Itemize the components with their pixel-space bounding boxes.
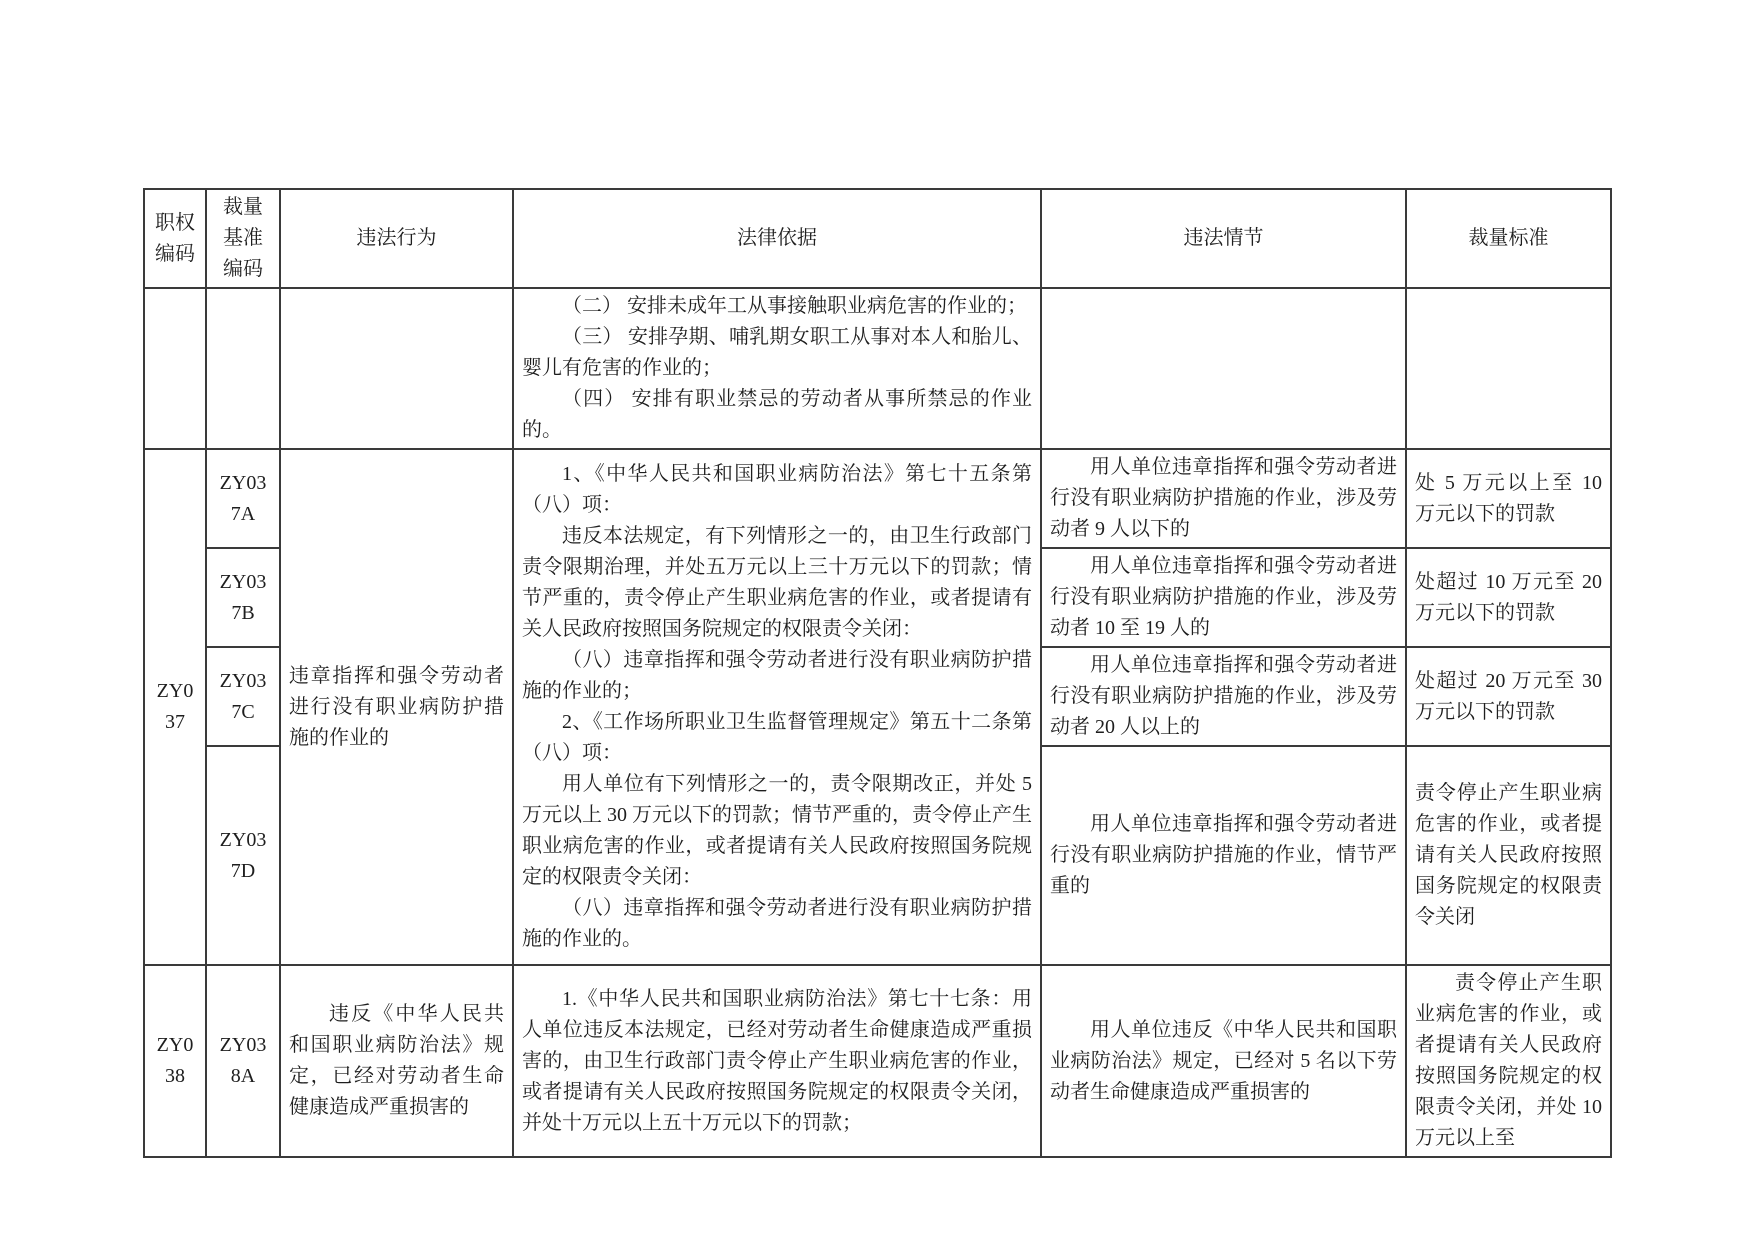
cell-behavior-zy037 — [280, 449, 513, 965]
legal-item-2: （二） 安排未成年工从事接触职业病危害的作业的； — [562, 295, 1027, 317]
cell-standard-zy037d — [1406, 746, 1611, 965]
table-row-continuation — [144, 288, 1611, 449]
table-row-zy037a — [144, 449, 1611, 548]
table-row-zy038 — [144, 965, 1611, 1157]
cell-circumstance-zy037a — [1041, 449, 1406, 548]
cell-benchmark-code-zy037d: ZY037D — [206, 746, 280, 965]
cell-empty-standard — [1406, 288, 1611, 449]
legal-paragraph-6: （八）违章指挥和强令劳动者进行没有职业病防护措施的作业的。 — [522, 897, 1032, 950]
cell-benchmark-code-zy037a: ZY037A — [206, 449, 280, 548]
cell-legal-basis-zy038 — [513, 965, 1041, 1157]
cell-standard-zy037c — [1406, 647, 1611, 746]
header-benchmark-code: 裁量基准编码 — [206, 189, 280, 288]
legal-paragraph-2: 违反本法规定，有下列情形之一的，由卫生行政部门责令限期治理，并处五万元以上三十万元以下的罚款；情节严重的，责令停止产生职业病危害的作业，或者提请有关人民政府按照国务院规定的权限责令关闭： — [522, 525, 1032, 640]
standard-text-zy038a: 责令停止产生职业病危害的作业，或者提请有关人民政府按照国务院规定的权限责令关闭，并处 10 万元以上至 — [1415, 972, 1602, 1149]
cell-standard-zy038a — [1406, 965, 1611, 1157]
discretion-standards-table — [143, 188, 1612, 1158]
header-authority-code: 职权编码 — [144, 189, 206, 288]
cell-empty-benchmark — [206, 288, 280, 449]
cell-standard-zy037a — [1406, 449, 1611, 548]
cell-legal-basis-continuation — [513, 288, 1041, 449]
cell-behavior-zy038 — [280, 965, 513, 1157]
header-legal-basis: 法律依据 — [513, 189, 1041, 288]
circumstance-text-zy037c: 用人单位违章指挥和强令劳动者进行没有职业病防护措施的作业，涉及劳动者 20 人以上的 — [1050, 654, 1397, 738]
cell-standard-zy037b — [1406, 548, 1611, 647]
cell-circumstance-zy037d — [1041, 746, 1406, 965]
standard-text-zy037b: 处超过 10 万元至 20 万元以下的罚款 — [1415, 570, 1602, 624]
behavior-text-zy038: 违反《中华人民共和国职业病防治法》规定，已经对劳动者生命健康造成严重损害的 — [289, 1003, 504, 1118]
cell-empty-circumstance — [1041, 288, 1406, 449]
circumstance-text-zy038a: 用人单位违反《中华人民共和国职业病防治法》规定，已经对 5 名以下劳动者生命健康造成严重损害的 — [1050, 1018, 1397, 1103]
cell-legal-basis-zy037 — [513, 449, 1041, 965]
circumstance-text-zy037d: 用人单位违章指挥和强令劳动者进行没有职业病防护措施的作业，情节严重的 — [1050, 813, 1397, 897]
cell-empty-authority — [144, 288, 206, 449]
cell-authority-code-zy038: ZY038 — [144, 965, 206, 1157]
legal-item-3: （三） 安排孕期、哺乳期女职工从事对本人和胎儿、婴儿有危害的作业的； — [522, 326, 1032, 379]
standard-text-zy037d: 责令停止产生职业病危害的作业，或者提请有关人民政府按照国务院规定的权限责令关闭 — [1415, 782, 1602, 928]
legal-paragraph-5: 用人单位有下列情形之一的，责令限期改正，并处 5 万元以上 30 万元以下的罚款；情节严重的，责令停止产生职业病危害的作业，或者提请有关人民政府按照国务院规定的权限责令关闭： — [522, 773, 1032, 888]
legal-paragraph-3: （八）违章指挥和强令劳动者进行没有职业病防护措施的作业的； — [522, 649, 1032, 702]
cell-benchmark-code-zy038a: ZY038A — [206, 965, 280, 1157]
cell-circumstance-zy037c — [1041, 647, 1406, 746]
circumstance-text-zy037a: 用人单位违章指挥和强令劳动者进行没有职业病防护措施的作业，涉及劳动者 9 人以下的 — [1050, 456, 1397, 540]
legal-paragraph-1: 1、《中华人民共和国职业病防治法》第七十五条第（八）项： — [522, 463, 1032, 516]
header-illegal-circumstance: 违法情节 — [1041, 189, 1406, 288]
cell-benchmark-code-zy037b: ZY037B — [206, 548, 280, 647]
legal-paragraph-zy038: 1.《中华人民共和国职业病防治法》第七十七条：用人单位违反本法规定，已经对劳动者生命健康造成严重损害的，由卫生行政部门责令停止产生职业病危害的作业，或者提请有关人民政府按照国务院规定的权限责令关闭，并处十万元以上五十万元以下的罚款； — [522, 987, 1032, 1134]
behavior-text-zy037: 违章指挥和强令劳动者进行没有职业病防护措施的作业的 — [289, 664, 504, 749]
cell-circumstance-zy038a — [1041, 965, 1406, 1157]
header-discretion-standard: 裁量标准 — [1406, 189, 1611, 288]
cell-circumstance-zy037b — [1041, 548, 1406, 647]
legal-paragraph-4: 2、《工作场所职业卫生监督管理规定》第五十二条第（八）项： — [522, 711, 1032, 764]
cell-benchmark-code-zy037c: ZY037C — [206, 647, 280, 746]
legal-item-4: （四） 安排有职业禁忌的劳动者从事所禁忌的作业的。 — [522, 388, 1032, 441]
cell-authority-code-zy037: ZY037 — [144, 449, 206, 965]
circumstance-text-zy037b: 用人单位违章指挥和强令劳动者进行没有职业病防护措施的作业，涉及劳动者 10 至 19 人的 — [1050, 555, 1397, 639]
header-illegal-behavior: 违法行为 — [280, 189, 513, 288]
standard-text-zy037c: 处超过 20 万元至 30 万元以下的罚款 — [1415, 669, 1602, 723]
standard-text-zy037a: 处 5 万元以上至 10 万元以下的罚款 — [1415, 471, 1602, 525]
cell-empty-behavior — [280, 288, 513, 449]
table-header-row — [144, 189, 1611, 288]
